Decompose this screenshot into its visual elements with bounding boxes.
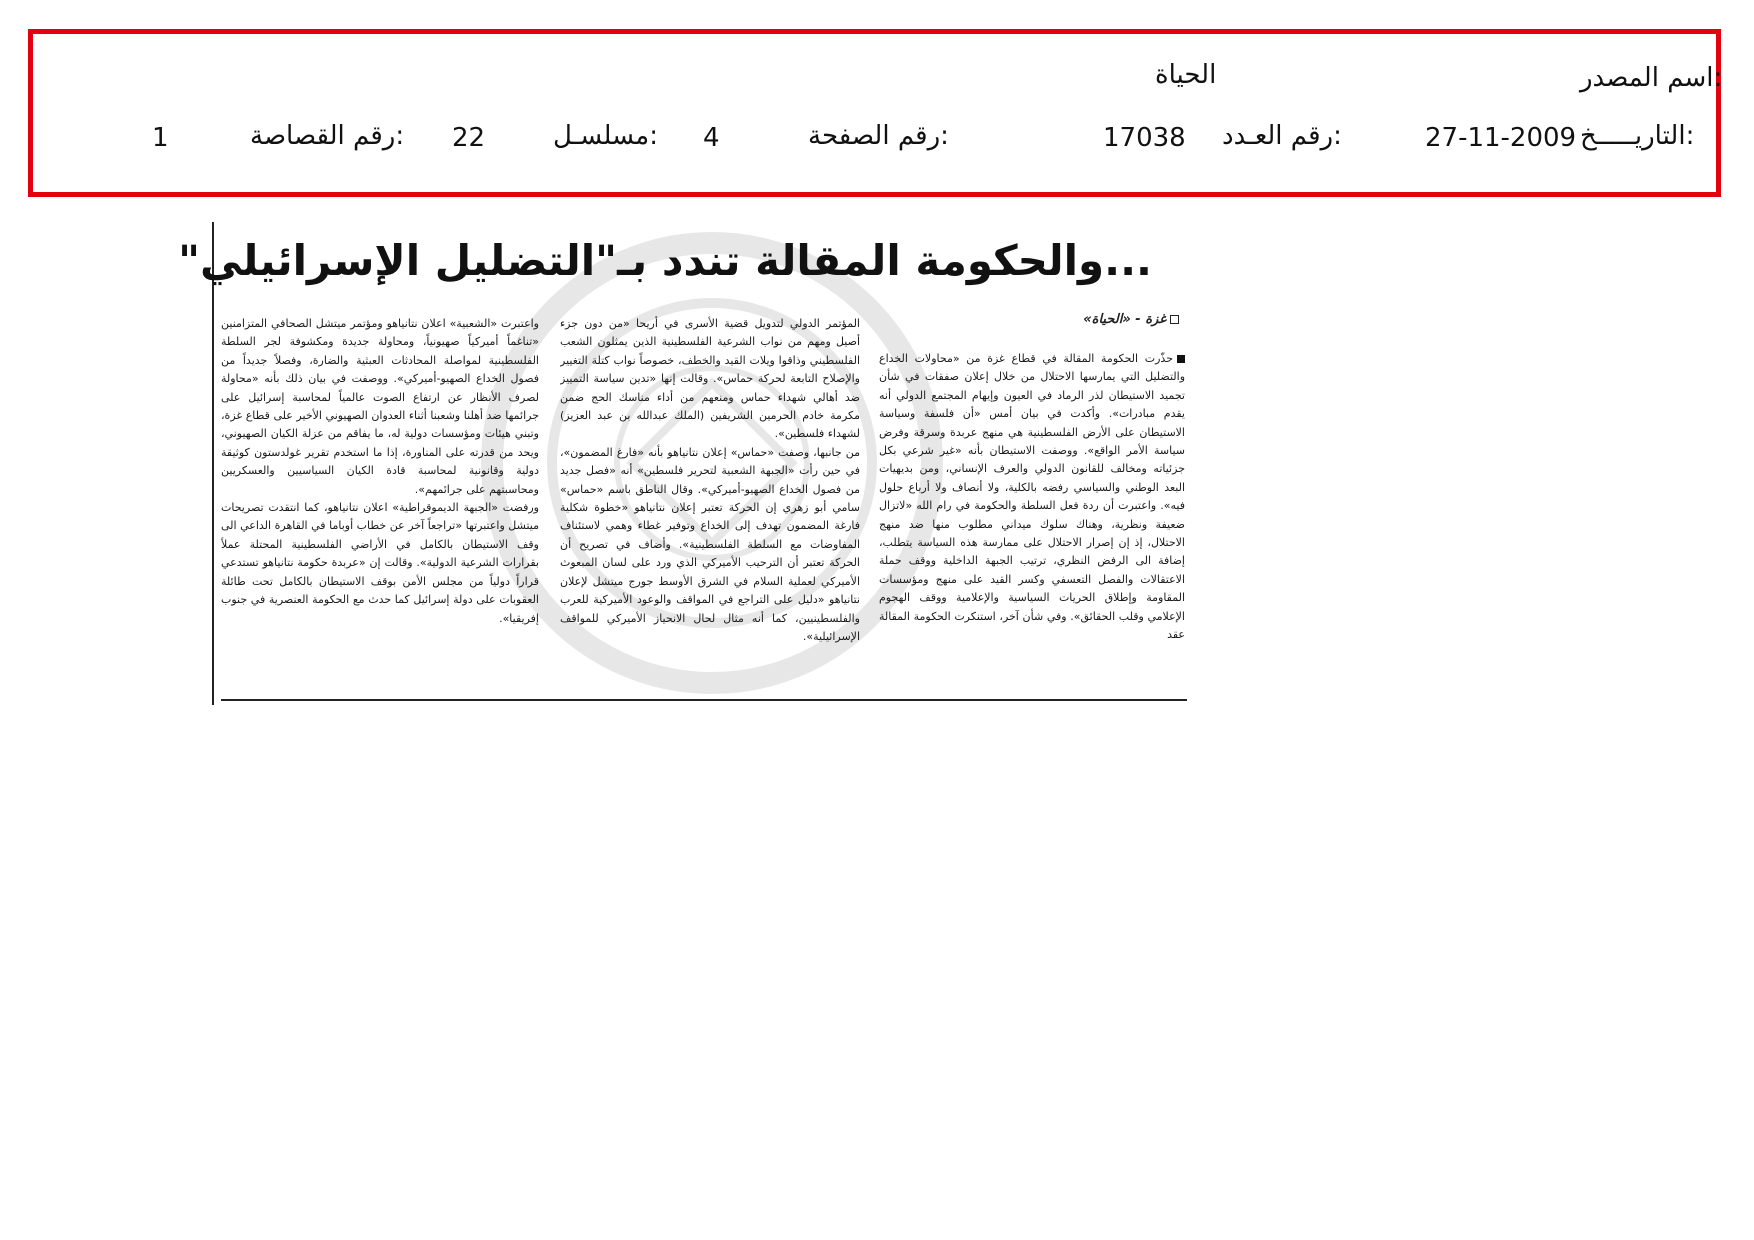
box-glyph-icon <box>1170 315 1179 324</box>
column-2-paragraph-2: من جانبها، وصفت «حماس» إعلان نتانياهو بأنه «فارغ المضمون»، في حين رأت «الجبهة الشعبية لتحرير فلسطين» أنه «فصل جديد من فصول الخداع الصهيو-أميركي». وقال الناطق باسم «حماس» سامي أبو زهري إن الحركة تعتبر إعلان نتانياهو «خطوة شكلية فارغة المضمون تهدف إلى الخداع وتوفير غطاء وهمي لاستئناف المفاوضات مع السلطة الفلسطينية». وأضاف في تصريح أن الحركة تعتبر أن الترحيب الأميركي الذي ورد على لسان المبعوث الأميركي لعملية السلام في الشرق الأوسط جورج ميتشل لإعلان نتانياهو «دليل على التراجع في المواقف والوعود الأميركية للعرب والفلسطينيين، كما أنه مثال لحال الانحياز الأميركي للمواقف الإسرائيلية». <box>560 445 860 643</box>
serial-value: 22 <box>452 123 486 153</box>
clip-label: رقم القصاصة: <box>250 121 405 151</box>
date-value: 27-11-2009 <box>1425 123 1577 153</box>
article-byline <box>899 312 1179 327</box>
column-1-text: حذّرت الحكومة المقالة في قطاع غزة من «محاولات الخداع والتضليل التي يمارسها الاحتلال من خلال إعلان صفقات في شأن تجميد الاستيطان لذر الرماد في العيون وإيهام المجتمع الدولي أنه يقدم مبادرات». وأكدت في بيان أمس «أن فلسفة وسياسة الاستيطان على الأرض الفلسطينية هي منهج عربدة وسرقة وفرض سياسة الأمر الواقع». ووصفت الاستيطان بأنه «غير شرعي بكل جزئياته ومخالف للقانون الدولي والعرف الإنساني، ومن بديهيات البعد الوطني والسياسي رفضه بالكلية، ولا أنصاف ولا أرباع حلول فيه». واعتبرت أن ردة فعل السلطة والحكومة في رام الله «لاتزال ضعيفة ونظرية، وهناك سلوك ميداني مطلوب منها ضد منهج الاحتلال، إذ إن إصرار الاحتلال على ممارسة هذه السياسة يتطلب، إضافة الى الرفض النظري، ترتيب الجبهة الداخلية ووقف حملة الاعتقالات والفصل التعسفي وكسر القيد على منهج ومؤسسات المقاومة وإطلاق الحريات السياسية والإعلامية ووقف الهجوم الإعلامي وقلب الحقائق». وفي شأن آخر، استنكرت الحكومة المقالة عقد <box>879 352 1185 642</box>
article-column-1 <box>879 350 1185 695</box>
page-value: 4 <box>703 123 720 153</box>
byline-text: غزة - «الحياة» <box>1083 312 1166 327</box>
column-3-paragraph-1: واعتبرت «الشعبية» اعلان نتانياهو ومؤتمر ميتشل الصحافي المتزامنين «تناغماً أميركياً صهيونياً، ومحاولة جديدة ومكشوفة لجر السلطة الفلسطينية لمواصلة المحادثات العبثية والضارة، وفصلاً جديداً من فصول الخداع الصهيو-أميركي». ووصفت في بيان ذلك بأنه «محاولة لصرف الأنظار عن ارتفاع الصوت عالمياً لمحاسبة إسرائيل على جرائمها ضد أهلنا وشعبنا أثناء العدوان الصهيوني الأخير على قطاع غزة، وتبني هيئات ومؤسسات دولية له، ما يفاقم من عزلة الكيان الصهيوني، ويحد من قدرته على المناورة، إذا ما استخدم تقرير غولدستون كوثيقة دولية وقانونية لمحاسبة قادة الكيان السياسيين والعسكريين ومحاسبتهم على جرائمهم». <box>221 317 539 496</box>
article-column-2 <box>560 315 860 695</box>
serial-label: مسلسـل: <box>553 121 658 151</box>
column-2-paragraph-1: المؤتمر الدولي لتدويل قضية الأسرى في أريحا «من دون جزء أصيل ومهم من نواب الشرعية الفلسطينية الذين يمثلون الشعب الفلسطيني وذاقوا ويلات القيد والخطف، خصوصاً نواب كتلة التغيير والإصلاح التابعة لحركة حماس». وقالت إنها «تدين سياسة التمييز ضد أهالي شهداء حماس ومنعهم من أداء مناسك الحج ضمن مكرمة خادم الحرمين الشريفين (الملك عبدالله بن عبد العزيز) لشهداء فلسطين». <box>560 317 860 441</box>
clipping-left-rule <box>212 222 214 705</box>
clip-value: 1 <box>152 123 169 153</box>
source-value: الحياة <box>1155 60 1217 90</box>
square-bullet-icon <box>1177 355 1185 363</box>
issue-value: 17038 <box>1103 123 1186 153</box>
issue-label: رقم العـدد: <box>1222 121 1342 151</box>
clipping-bottom-rule <box>221 699 1187 701</box>
page-label: رقم الصفحة: <box>808 121 949 151</box>
source-label: اسم المصدر: <box>1580 63 1723 93</box>
newspaper-clipping <box>178 222 1187 705</box>
metadata-frame <box>28 29 1721 197</box>
article-headline: ...والحكومة المقالة تندد بـ"التضليل الإسرائيلي" <box>178 236 1152 285</box>
date-label: التاريـــــخ: <box>1580 121 1695 151</box>
column-3-paragraph-2: ورفضت «الجبهة الديموقراطية» اعلان نتانياهو، كما انتقدت تصريحات ميتشل واعتبرتها «تراجعاً آخر عن خطاب أوباما في القاهرة الداعي الى وقف الاستيطان بالكامل في الأراضي الفلسطينية المحتلة عملاً بقرارات الشرعية الدولية». وقالت إن «عربدة حكومة نتانياهو تستدعي قراراً دولياً من مجلس الأمن بوقف الاستيطان بالكامل تحت طائلة العقوبات على دولة إسرائيل كما حدث مع الحكومة العنصرية في جنوب إفريقيا». <box>221 501 539 625</box>
article-column-3 <box>221 315 539 695</box>
